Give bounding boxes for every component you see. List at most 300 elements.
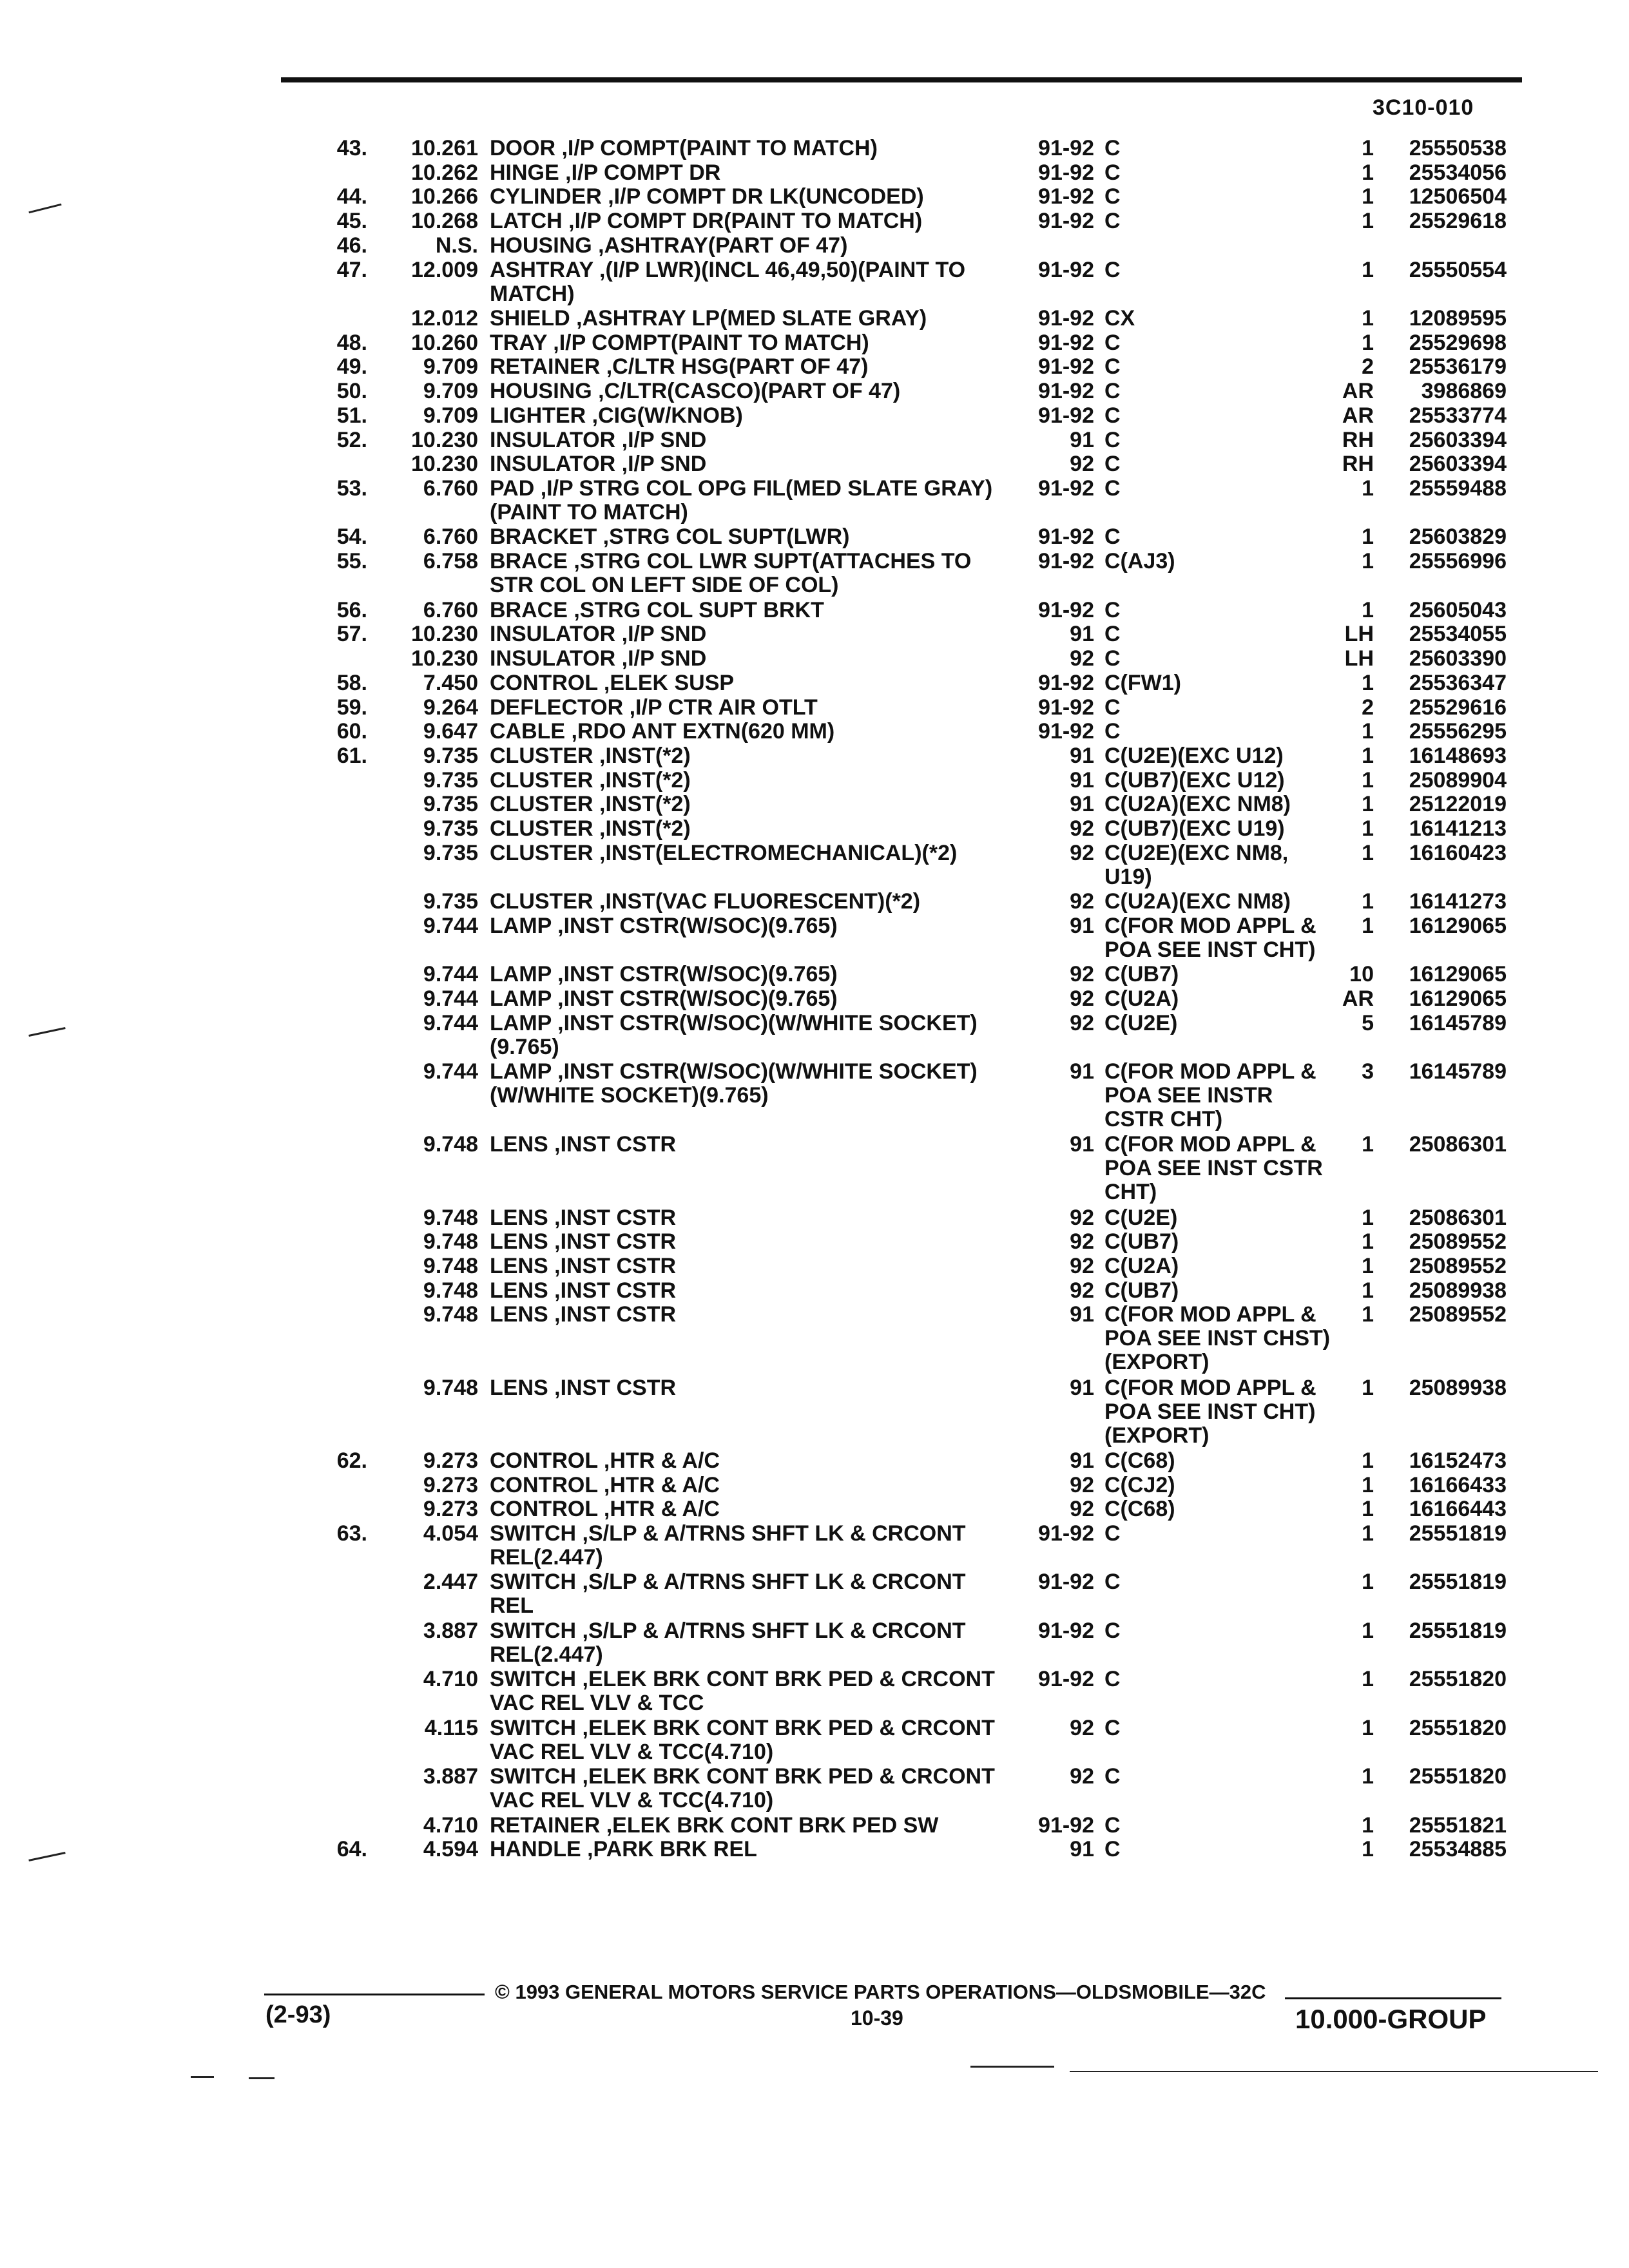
- source-code: C: [1104, 209, 1121, 234]
- part-number: 16160423: [1409, 840, 1507, 865]
- group-number: 9.748: [423, 1132, 478, 1157]
- part-number: 16148693: [1409, 743, 1507, 768]
- margin-mark: [191, 2076, 214, 2078]
- group-number: 9.744: [423, 962, 478, 987]
- source-code: C: [1104, 1764, 1121, 1789]
- model-year: 91-92: [1038, 719, 1094, 744]
- footer-group: 10.000-GROUP: [1295, 2004, 1487, 2034]
- part-description: CYLINDER ,I/P COMPT DR LK(UNCODED): [490, 184, 924, 209]
- part-description: SWITCH ,ELEK BRK CONT BRK PED & CRCONT VAC REL VLV & TCC(4.710): [490, 1764, 995, 1813]
- part-number: 25551820: [1409, 1667, 1507, 1692]
- source-code: C: [1104, 524, 1121, 550]
- parts-row: [0, 380, 1629, 403]
- part-number: 16145789: [1409, 1010, 1507, 1035]
- model-year: 91-92: [1038, 1618, 1094, 1643]
- parts-row: [0, 1570, 1629, 1618]
- part-description: CONTROL ,HTR & A/C: [490, 1497, 720, 1522]
- quantity: 1: [1362, 913, 1374, 938]
- parts-row: [0, 258, 1629, 306]
- source-code: C(UB7)(EXC U12): [1104, 767, 1285, 793]
- model-year: 91-92: [1038, 1812, 1094, 1838]
- source-code: C: [1104, 452, 1121, 477]
- source-code: C(UB7): [1104, 1278, 1179, 1303]
- part-description: RETAINER ,C/LTR HSG(PART OF 47): [490, 354, 869, 380]
- group-number: 10.230: [411, 452, 478, 477]
- source-code: C: [1104, 330, 1121, 355]
- quantity: AR: [1342, 986, 1374, 1012]
- parts-row: [0, 1060, 1629, 1131]
- part-number: 25536347: [1409, 670, 1507, 695]
- part-number: 25605043: [1409, 597, 1507, 622]
- part-description: SWITCH ,S/LP & A/TRNS SHFT LK & CRCONT REL(2.447): [490, 1618, 966, 1667]
- part-number: 25603394: [1409, 427, 1507, 452]
- margin-mark: [249, 2077, 275, 2079]
- ref-number: 63.: [336, 1521, 367, 1546]
- source-code: C(U2E)(EXC U12): [1104, 743, 1284, 768]
- source-code: C(FOR MOD APPL & POA SEE INST CSTR CHT): [1104, 1132, 1323, 1205]
- parts-row: [0, 428, 1629, 452]
- ref-number: 52.: [336, 427, 367, 452]
- part-description: LENS ,INST CSTR: [490, 1302, 677, 1327]
- group-number: 9.709: [423, 379, 478, 404]
- parts-row: [0, 137, 1629, 160]
- part-description: INSULATOR ,I/P SND: [490, 427, 707, 452]
- page-code: 3C10-010: [1373, 95, 1474, 120]
- quantity: 1: [1362, 1132, 1374, 1157]
- source-code: C(C68): [1104, 1448, 1175, 1473]
- margin-mark: [970, 2066, 1054, 2068]
- model-year: 91-92: [1038, 1667, 1094, 1692]
- ref-number: 49.: [336, 354, 367, 380]
- ref-number: 44.: [336, 184, 367, 209]
- part-description: CLUSTER ,INST(*2): [490, 792, 691, 817]
- part-description: CLUSTER ,INST(ELECTROMECHANICAL)(*2): [490, 840, 958, 865]
- quantity: 1: [1362, 1254, 1374, 1279]
- ref-number: 55.: [336, 549, 367, 574]
- part-description: SWITCH ,S/LP & A/TRNS SHFT LK & CRCONT REL(2.447): [490, 1521, 966, 1570]
- parts-row: [0, 404, 1629, 428]
- model-year: 91-92: [1038, 184, 1094, 209]
- part-description: LENS ,INST CSTR: [490, 1205, 677, 1230]
- part-number: 12089595: [1409, 306, 1507, 331]
- model-year: 92: [1070, 452, 1094, 477]
- quantity: 1: [1362, 209, 1374, 234]
- group-number: 12.012: [411, 306, 478, 331]
- parts-row: [0, 1522, 1629, 1570]
- group-number: 3.887: [423, 1618, 478, 1643]
- parts-row: [0, 1814, 1629, 1838]
- quantity: 1: [1362, 549, 1374, 574]
- quantity: 1: [1362, 840, 1374, 865]
- quantity: AR: [1342, 403, 1374, 428]
- part-number: 25551819: [1409, 1570, 1507, 1595]
- group-number: 10.268: [411, 209, 478, 234]
- ref-number: 56.: [336, 597, 367, 622]
- source-code: C: [1104, 646, 1121, 671]
- part-number: 25089552: [1409, 1229, 1507, 1254]
- quantity: 2: [1362, 354, 1374, 380]
- quantity: 1: [1362, 476, 1374, 501]
- footer-copyright: © 1993 GENERAL MOTORS SERVICE PARTS OPERATIONS—OLDSMOBILE—32C: [495, 1981, 1266, 2003]
- source-code: C(UB7)(EXC U19): [1104, 816, 1285, 841]
- model-year: 91-92: [1038, 524, 1094, 550]
- model-year: 91-92: [1038, 1570, 1094, 1595]
- group-number: 6.760: [423, 476, 478, 501]
- part-description: CLUSTER ,INST(*2): [490, 743, 691, 768]
- parts-row: [0, 671, 1629, 695]
- part-description: DOOR ,I/P COMPT(PAINT TO MATCH): [490, 136, 878, 160]
- parts-row: [0, 1254, 1629, 1278]
- quantity: 2: [1362, 695, 1374, 720]
- source-code: C(U2A): [1104, 986, 1179, 1012]
- part-number: 25529618: [1409, 209, 1507, 234]
- parts-row: [0, 550, 1629, 597]
- ref-number: 48.: [336, 330, 367, 355]
- part-description: LIGHTER ,CIG(W/KNOB): [490, 403, 743, 428]
- ref-number: 61.: [336, 743, 367, 768]
- part-number: 25089904: [1409, 767, 1507, 793]
- part-number: 16166443: [1409, 1497, 1507, 1522]
- quantity: 1: [1362, 1497, 1374, 1522]
- quantity: 1: [1362, 1472, 1374, 1497]
- model-year: 91-92: [1038, 549, 1094, 574]
- ref-number: 47.: [336, 257, 367, 282]
- part-description: PAD ,I/P STRG COL OPG FIL(MED SLATE GRAY) (PAINT TO MATCH): [490, 476, 993, 525]
- part-description: SWITCH ,ELEK BRK CONT BRK PED & CRCONT VAC REL VLV & TCC(4.710): [490, 1715, 995, 1764]
- quantity: LH: [1344, 622, 1374, 647]
- part-number: 25122019: [1409, 792, 1507, 817]
- source-code: C(U2E): [1104, 1205, 1178, 1230]
- source-code: C: [1104, 1570, 1121, 1595]
- part-description: RETAINER ,ELEK BRK CONT BRK PED SW: [490, 1812, 939, 1838]
- model-year: 91: [1070, 1302, 1094, 1327]
- model-year: 91: [1070, 1059, 1094, 1084]
- group-number: 10.230: [411, 427, 478, 452]
- parts-row: [0, 1449, 1629, 1473]
- quantity: 1: [1362, 1302, 1374, 1327]
- model-year: 91-92: [1038, 379, 1094, 404]
- ref-number: 51.: [336, 403, 367, 428]
- source-code: C: [1104, 136, 1121, 160]
- group-number: 6.758: [423, 549, 478, 574]
- part-number: 25536179: [1409, 354, 1507, 380]
- part-description: ASHTRAY ,(I/P LWR)(INCL 46,49,50)(PAINT TO MATCH): [490, 257, 966, 306]
- source-code: C: [1104, 1715, 1121, 1740]
- part-number: 16141213: [1409, 816, 1507, 841]
- source-code: C: [1104, 184, 1121, 209]
- part-description: HANDLE ,PARK BRK REL: [490, 1837, 757, 1862]
- parts-row: [0, 525, 1629, 549]
- ref-number: 62.: [336, 1448, 367, 1473]
- model-year: 92: [1070, 1229, 1094, 1254]
- group-number: 9.735: [423, 792, 478, 817]
- part-number: 16152473: [1409, 1448, 1507, 1473]
- quantity: 1: [1362, 1229, 1374, 1254]
- quantity: 1: [1362, 816, 1374, 841]
- parts-row: [0, 355, 1629, 379]
- parts-row: [0, 1474, 1629, 1497]
- group-number: 9.744: [423, 1059, 478, 1084]
- parts-row: [0, 234, 1629, 258]
- part-description: BRACKET ,STRG COL SUPT(LWR): [490, 524, 850, 550]
- group-number: 9.748: [423, 1278, 478, 1303]
- quantity: 1: [1362, 743, 1374, 768]
- model-year: 92: [1070, 1205, 1094, 1230]
- parts-row: [0, 647, 1629, 671]
- ref-number: 54.: [336, 524, 367, 550]
- footer-rule-right: [1285, 1997, 1501, 1999]
- part-number: 25529616: [1409, 695, 1507, 720]
- ref-number: 53.: [336, 476, 367, 501]
- part-number: 25533774: [1409, 403, 1507, 428]
- parts-row: [0, 1765, 1629, 1812]
- group-number: 9.744: [423, 913, 478, 938]
- part-description: LAMP ,INST CSTR(W/SOC)(9.765): [490, 986, 838, 1012]
- part-description: LAMP ,INST CSTR(W/SOC)(9.765): [490, 913, 838, 938]
- group-number: 4.054: [423, 1521, 478, 1546]
- quantity: 5: [1362, 1010, 1374, 1035]
- source-code: C: [1104, 622, 1121, 647]
- part-description: CLUSTER ,INST(*2): [490, 767, 691, 793]
- part-description: LENS ,INST CSTR: [490, 1229, 677, 1254]
- model-year: 91-92: [1038, 330, 1094, 355]
- source-code: C(FOR MOD APPL & POA SEE INST CHST)(EXPORT): [1104, 1302, 1331, 1375]
- group-number: 9.709: [423, 403, 478, 428]
- model-year: 91-92: [1038, 257, 1094, 282]
- parts-row: [0, 769, 1629, 793]
- parts-row: [0, 331, 1629, 355]
- part-description: BRACE ,STRG COL SUPT BRKT: [490, 597, 824, 622]
- group-number: 9.748: [423, 1375, 478, 1400]
- group-number: 9.735: [423, 767, 478, 793]
- model-year: 91-92: [1038, 403, 1094, 428]
- part-number: 25529698: [1409, 330, 1507, 355]
- group-number: 9.748: [423, 1302, 478, 1327]
- model-year: 91: [1070, 743, 1094, 768]
- part-number: 25089552: [1409, 1302, 1507, 1327]
- parts-row: [0, 1206, 1629, 1230]
- quantity: 1: [1362, 1667, 1374, 1692]
- part-description: CONTROL ,HTR & A/C: [490, 1448, 720, 1473]
- model-year: 91-92: [1038, 136, 1094, 160]
- source-code: C: [1104, 597, 1121, 622]
- group-number: 9.748: [423, 1254, 478, 1279]
- source-code: C: [1104, 1521, 1121, 1546]
- parts-row: [0, 477, 1629, 524]
- part-description: LAMP ,INST CSTR(W/SOC)(9.765): [490, 962, 838, 987]
- part-number: 25534055: [1409, 622, 1507, 647]
- source-code: C: [1104, 1667, 1121, 1692]
- part-description: HOUSING ,ASHTRAY(PART OF 47): [490, 233, 848, 258]
- source-code: C: [1104, 476, 1121, 501]
- parts-row: [0, 720, 1629, 744]
- part-description: TRAY ,I/P COMPT(PAINT TO MATCH): [490, 330, 869, 355]
- part-number: 16129065: [1409, 962, 1507, 987]
- quantity: 1: [1362, 136, 1374, 160]
- quantity: 1: [1362, 306, 1374, 331]
- part-number: 25551820: [1409, 1715, 1507, 1740]
- part-number: 25550538: [1409, 136, 1507, 160]
- group-number: N.S.: [435, 233, 478, 258]
- model-year: 92: [1070, 1278, 1094, 1303]
- part-description: SHIELD ,ASHTRAY LP(MED SLATE GRAY): [490, 306, 927, 331]
- part-number: 25086301: [1409, 1132, 1507, 1157]
- source-code: C: [1104, 427, 1121, 452]
- parts-row: [0, 817, 1629, 841]
- model-year: 91-92: [1038, 670, 1094, 695]
- parts-row: [0, 622, 1629, 646]
- source-code: C: [1104, 160, 1121, 185]
- group-number: 4.594: [423, 1837, 478, 1862]
- group-number: 10.230: [411, 646, 478, 671]
- model-year: 92: [1070, 1715, 1094, 1740]
- source-code: C(FOR MOD APPL & POA SEE INSTR CSTR CHT): [1104, 1059, 1316, 1132]
- group-number: 9.735: [423, 840, 478, 865]
- ref-number: 43.: [336, 136, 367, 160]
- source-code: C: [1104, 257, 1121, 282]
- model-year: 91: [1070, 427, 1094, 452]
- group-number: 7.450: [423, 670, 478, 695]
- part-number: 25551820: [1409, 1764, 1507, 1789]
- model-year: 91-92: [1038, 306, 1094, 331]
- group-number: 4.710: [423, 1667, 478, 1692]
- source-code: C(U2A)(EXC NM8): [1104, 792, 1291, 817]
- model-year: 91-92: [1038, 1521, 1094, 1546]
- model-year: 92: [1070, 1472, 1094, 1497]
- part-description: LENS ,INST CSTR: [490, 1375, 677, 1400]
- source-code: C(UB7): [1104, 1229, 1179, 1254]
- quantity: 1: [1362, 1837, 1374, 1862]
- source-code: C: [1104, 1837, 1121, 1862]
- part-number: 16141273: [1409, 889, 1507, 914]
- model-year: 91-92: [1038, 160, 1094, 185]
- quantity: 1: [1362, 524, 1374, 550]
- group-number: 9.647: [423, 719, 478, 744]
- parts-row: [0, 1667, 1629, 1715]
- parts-row: [0, 452, 1629, 476]
- source-code: C(CJ2): [1104, 1472, 1175, 1497]
- model-year: 92: [1070, 816, 1094, 841]
- group-number: 10.261: [411, 136, 478, 160]
- parts-row: [0, 696, 1629, 720]
- ref-number: 46.: [336, 233, 367, 258]
- quantity: 1: [1362, 1521, 1374, 1546]
- ref-number: 50.: [336, 379, 367, 404]
- group-number: 9.748: [423, 1229, 478, 1254]
- group-number: 4.115: [424, 1715, 478, 1740]
- group-number: 10.260: [411, 330, 478, 355]
- part-description: CLUSTER ,INST(VAC FLUORESCENT)(*2): [490, 889, 921, 914]
- quantity: 1: [1362, 1448, 1374, 1473]
- source-code: C(U2E): [1104, 1010, 1178, 1035]
- part-number: 25550554: [1409, 257, 1507, 282]
- footer-date: (2-93): [265, 2001, 331, 2028]
- part-number: 25089552: [1409, 1254, 1507, 1279]
- part-number: 25603829: [1409, 524, 1507, 550]
- group-number: 9.748: [423, 1205, 478, 1230]
- part-description: SWITCH ,S/LP & A/TRNS SHFT LK & CRCONT REL: [490, 1570, 966, 1619]
- source-code: C(U2A): [1104, 1254, 1179, 1279]
- part-number: 16129065: [1409, 913, 1507, 938]
- part-number: 25551821: [1409, 1812, 1507, 1838]
- parts-row: [0, 599, 1629, 622]
- model-year: 91: [1070, 622, 1094, 647]
- part-number: 25086301: [1409, 1205, 1507, 1230]
- quantity: RH: [1342, 452, 1374, 477]
- group-number: 9.273: [423, 1448, 478, 1473]
- model-year: 92: [1070, 1497, 1094, 1522]
- parts-row: [0, 1303, 1629, 1374]
- parts-row: [0, 987, 1629, 1011]
- model-year: 91-92: [1038, 476, 1094, 501]
- group-number: 10.230: [411, 622, 478, 647]
- part-description: INSULATOR ,I/P SND: [490, 646, 707, 671]
- parts-row: [0, 307, 1629, 331]
- margin-mark: [1070, 2071, 1598, 2072]
- group-number: 9.744: [423, 986, 478, 1012]
- parts-row: [0, 1279, 1629, 1303]
- parts-row: [0, 793, 1629, 816]
- model-year: 92: [1070, 962, 1094, 987]
- quantity: 1: [1362, 160, 1374, 185]
- part-description: CONTROL ,HTR & A/C: [490, 1472, 720, 1497]
- quantity: 1: [1362, 1618, 1374, 1643]
- model-year: 91: [1070, 767, 1094, 793]
- parts-row: [0, 890, 1629, 914]
- ref-number: 64.: [336, 1837, 367, 1862]
- source-code: C: [1104, 1618, 1121, 1643]
- part-description: HINGE ,I/P COMPT DR: [490, 160, 721, 185]
- source-code: C(UB7): [1104, 962, 1179, 987]
- source-code: C(U2E)(EXC NM8, U19): [1104, 840, 1289, 889]
- quantity: LH: [1344, 646, 1374, 671]
- parts-row: [0, 1376, 1629, 1448]
- group-number: 9.273: [423, 1472, 478, 1497]
- quantity: 1: [1362, 767, 1374, 793]
- quantity: 1: [1362, 670, 1374, 695]
- part-number: 16129065: [1409, 986, 1507, 1012]
- parts-row: [0, 914, 1629, 962]
- part-description: LENS ,INST CSTR: [490, 1132, 677, 1157]
- parts-row: [0, 1012, 1629, 1059]
- footer-rule-left: [264, 1994, 485, 1995]
- quantity: 1: [1362, 1375, 1374, 1400]
- model-year: 92: [1070, 889, 1094, 914]
- part-description: INSULATOR ,I/P SND: [490, 622, 707, 647]
- part-number: 3986869: [1421, 379, 1507, 404]
- part-number: 25534056: [1409, 160, 1507, 185]
- quantity: RH: [1342, 427, 1374, 452]
- parts-row: [0, 744, 1629, 768]
- model-year: 91: [1070, 792, 1094, 817]
- part-description: BRACE ,STRG COL LWR SUPT(ATTACHES TO STR COL ON LEFT SIDE OF COL): [490, 549, 972, 598]
- parts-row: [0, 841, 1629, 889]
- part-description: HOUSING ,C/LTR(CASCO)(PART OF 47): [490, 379, 901, 404]
- model-year: 91: [1070, 1375, 1094, 1400]
- model-year: 91: [1070, 1132, 1094, 1157]
- source-code: C(FW1): [1104, 670, 1181, 695]
- model-year: 92: [1070, 986, 1094, 1012]
- parts-row: [0, 963, 1629, 986]
- part-number: 25551819: [1409, 1521, 1507, 1546]
- part-description: LATCH ,I/P COMPT DR(PAINT TO MATCH): [490, 209, 923, 234]
- part-number: 25089938: [1409, 1278, 1507, 1303]
- part-number: 25534885: [1409, 1837, 1507, 1862]
- ref-number: 45.: [336, 209, 367, 234]
- parts-row: [0, 1497, 1629, 1521]
- quantity: 1: [1362, 1715, 1374, 1740]
- part-description: CONTROL ,ELEK SUSP: [490, 670, 735, 695]
